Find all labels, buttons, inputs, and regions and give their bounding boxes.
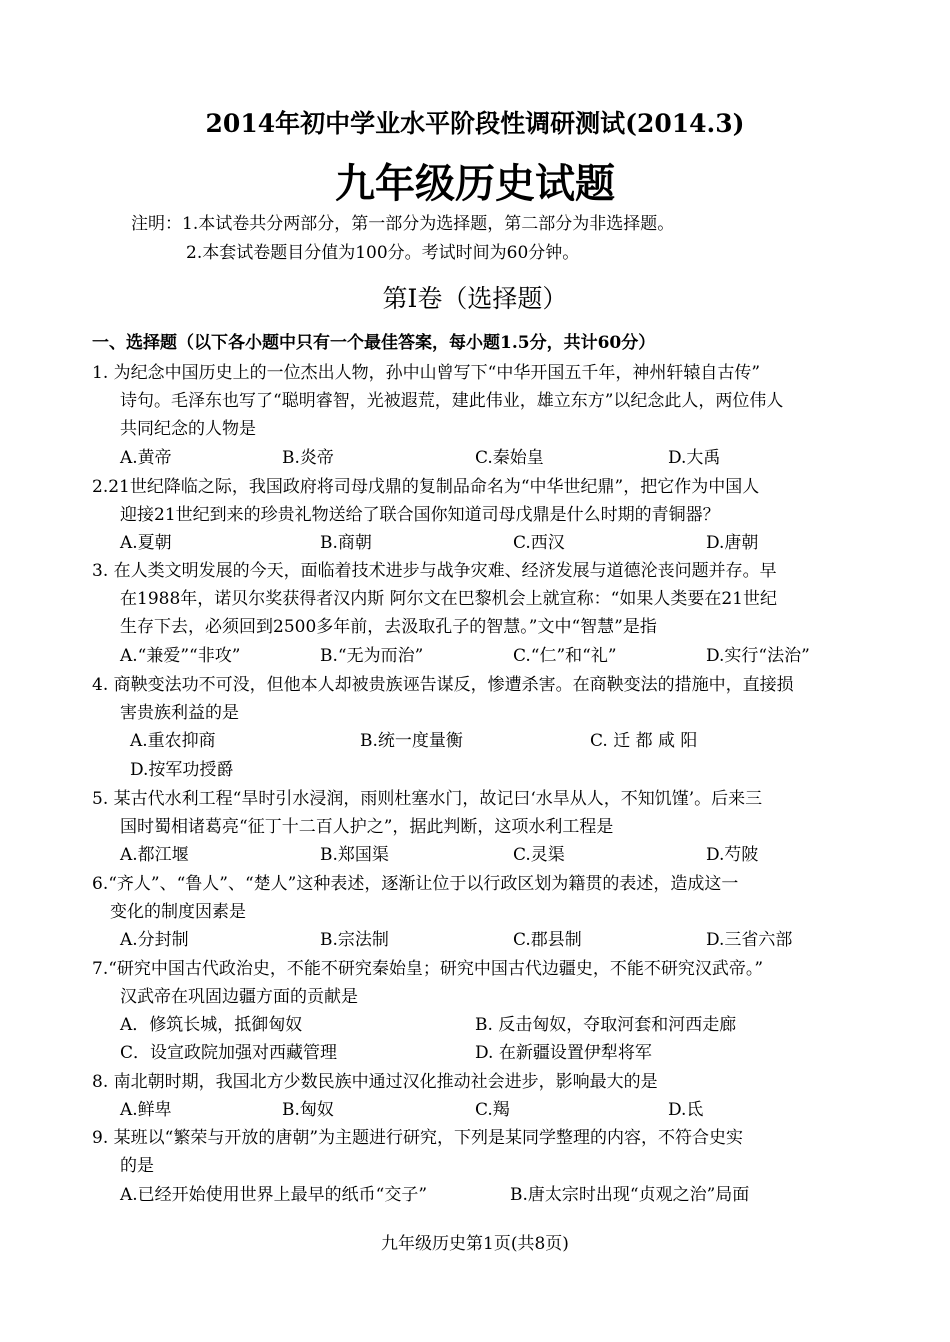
question-3-option-c: C.“仁”和“礼” (513, 646, 617, 666)
question-1-option-a: A.黄帝 (120, 448, 172, 468)
question-3-option-b: B.“无为而治” (320, 646, 424, 666)
exam-subtitle: 2014年初中学业水平阶段性调研测试(2014.3) (205, 109, 745, 138)
question-8-option-c: C.羯 (475, 1100, 510, 1120)
question-1-line-2: 诗句。毛泽东也写了“聪明睿智，光被遐荒，建此伟业，雄立东方”以纪念此人，两位伟人 (120, 391, 784, 411)
question-3-line-1: 3. 在人类文明发展的今天，面临着技术进步与战争灾难、经济发展与道德沦丧问题并存。早 (92, 561, 777, 581)
question-6-option-c: C.郡县制 (513, 930, 582, 950)
question-8-option-b: B.匈奴 (282, 1100, 334, 1120)
question-3-line-2: 在1988年，诺贝尔奖获得者汉内斯 阿尔文在巴黎机会上就宣称：“如果人类要在21世纪 (120, 589, 777, 609)
question-1-option-d: D.大禹 (668, 448, 721, 468)
question-2-option-a: A.夏朝 (120, 533, 172, 553)
question-7-option-a: A．修筑长城，抵御匈奴 (120, 1015, 303, 1035)
section-title: 一、选择题（以下各小题中只有一个最佳答案，每小题1.5分，共计60分） (92, 333, 656, 353)
question-9-line-1: 9. 某班以“繁荣与开放的唐朝”为主题进行研究，下列是某同学整理的内容，不符合史实 (92, 1128, 744, 1148)
question-5-option-d: D.芍陂 (706, 845, 759, 865)
question-4-option-d: D.按军功授爵 (130, 760, 234, 780)
question-5-line-2: 国时蜀相诸葛亮“征丁十二百人护之”，据此判断，这项水利工程是 (120, 817, 614, 837)
question-1-option-b: B.炎帝 (282, 448, 334, 468)
question-6-option-d: D.三省六部 (706, 930, 793, 950)
instructions-line-2: 2.本套试卷题目分值为100分。考试时间为60分钟。 (186, 243, 580, 263)
question-4-line-2: 害贵族利益的是 (120, 703, 239, 723)
question-3-option-a: A.“兼爱”“非攻” (120, 646, 241, 666)
question-3-option-d: D.实行“法治” (706, 646, 810, 666)
question-4-option-b: B.统一度量衡 (360, 731, 463, 751)
page-footer: 九年级历史第1页(共8页) (381, 1234, 569, 1254)
question-6-option-a: A.分封制 (120, 930, 189, 950)
question-7-option-c: C．设宣政院加强对西藏管理 (120, 1043, 338, 1063)
question-2-option-d: D.唐朝 (706, 533, 759, 553)
question-4-option-a: A.重农抑商 (130, 731, 216, 751)
question-7-option-d: D. 在新疆设置伊犁将军 (475, 1043, 652, 1063)
question-9-option-b: B.唐太宗时出现“贞观之治”局面 (510, 1185, 750, 1205)
question-4-option-c: C. 迁 都 咸 阳 (590, 731, 698, 751)
question-3-line-3: 生存下去，必须回到2500多年前，去汲取孔子的智慧。”文中“智慧”是指 (120, 617, 657, 637)
question-1-line-1: 1. 为纪念中国历史上的一位杰出人物，孙中山曾写下“中华开国五千年，神州轩辕自古传” (92, 363, 761, 383)
question-6-line-2: 变化的制度因素是 (110, 902, 246, 922)
question-5-option-c: C.灵渠 (513, 845, 565, 865)
question-2-option-b: B.商朝 (320, 533, 372, 553)
exam-title: 九年级历史试题 (335, 160, 615, 207)
question-7-line-2: 汉武帝在巩固边疆方面的贡献是 (120, 987, 358, 1007)
question-5-option-b: B.郑国渠 (320, 845, 389, 865)
question-8-option-d: D.氐 (668, 1100, 704, 1120)
question-2-option-c: C.西汉 (513, 533, 565, 553)
volume-title: 第Ⅰ卷（选择题） (382, 284, 568, 313)
question-4-line-1: 4. 商鞅变法功不可没，但他本人却被贵族诬告谋反，惨遭杀害。在商鞅变法的措施中，直接损 (92, 675, 794, 695)
question-6-line-1: 6.“齐人”、“鲁人”、“楚人”这种表述，逐渐让位于以行政区划为籍贯的表述，造成这一 (92, 874, 739, 894)
question-7-line-1: 7.“研究中国古代政治史，不能不研究秦始皇；研究中国古代边疆史，不能不研究汉武帝。” (92, 959, 764, 979)
question-1-line-3: 共同纪念的人物是 (120, 419, 256, 439)
question-5-line-1: 5. 某古代水利工程“旱时引水浸润，雨则杜塞水门，故记曰‘水旱从人，不知饥馑’。后来三 (92, 789, 763, 809)
question-2-line-1: 2.21世纪降临之际，我国政府将司母戊鼎的复制品命名为“中华世纪鼎”，把它作为中国人 (92, 477, 760, 497)
question-1-option-c: C.秦始皇 (475, 448, 544, 468)
question-7-option-b: B. 反击匈奴，夺取河套和河西走廊 (475, 1015, 737, 1035)
question-9-option-a: A.已经开始使用世界上最早的纸币“交子” (120, 1185, 428, 1205)
question-5-option-a: A.都江堰 (120, 845, 189, 865)
question-8-option-a: A.鲜卑 (120, 1100, 172, 1120)
question-2-line-2: 迎接21世纪到来的珍贵礼物送给了联合国你知道司母戊鼎是什么时期的青铜器？ (120, 505, 720, 525)
question-9-line-2: 的是 (120, 1156, 154, 1176)
instructions-line-1: 注明：1.本试卷共分两部分，第一部分为选择题，第二部分为非选择题。 (131, 214, 675, 234)
question-6-option-b: B.宗法制 (320, 930, 389, 950)
question-8-line-1: 8. 南北朝时期，我国北方少数民族中通过汉化推动社会进步，影响最大的是 (92, 1072, 658, 1092)
